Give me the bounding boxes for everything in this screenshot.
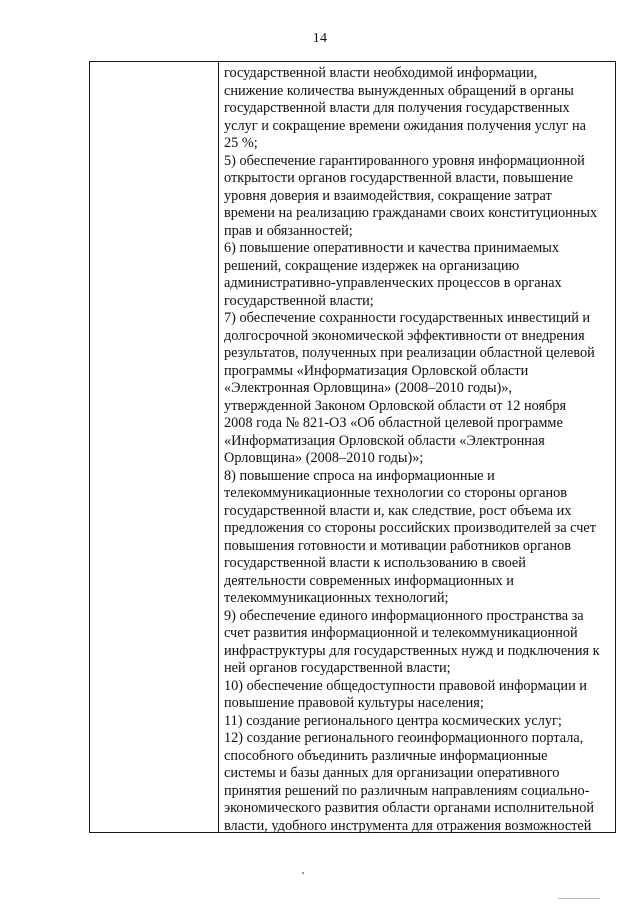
text-line: 9) обеспечение единого информационного пространства за [224,607,584,624]
text-line: программы «Информатизация Орловской области [224,362,529,379]
table-right-cell [224,65,610,835]
scan-artifact-edge [558,898,600,899]
text-line: повышение правовой культуры населения; [224,695,484,711]
text-line: 7) обеспечение сохранности государственных инвестиций и [224,310,591,326]
text-line: 12) создание регионального геоинформационного портала, [224,730,584,746]
text-line: деятельности современных информационных и [224,572,514,589]
text-line: 6) повышение оперативности и качества принимаемых [224,240,559,256]
text-line: государственной власти необходимой информации, [224,65,538,81]
text-line: административно-управленческих процессов в органах [224,275,562,291]
text-line: «Электронная Орловщина» (2008–2010 годы)», [224,380,513,396]
text-line: способного объединить различные информационные [224,747,548,764]
text-line: государственной власти; [224,292,374,309]
text-line: времени на реализацию гражданами своих конституционных [224,205,598,221]
text-line: телекоммуникационных технологий; [224,590,449,606]
text-line: 11) создание регионального центра космических услуг; [224,712,562,729]
text-line: 25 %; [224,135,258,151]
text-line: 5) обеспечение гарантированного уровня информационной [224,152,585,169]
page-number: 14 [312,31,328,46]
text-line: «Информатизация Орловской области «Электронная [224,432,545,449]
text-line: 2008 года № 821-ОЗ «Об областной целевой программе [224,415,563,431]
text-line: государственной власти и, как следствие, рост объема их [224,502,572,519]
text-line: принятия решений по различным направлениям социально- [224,782,590,799]
text-line: экономического развития области органами исполнительной [224,800,595,816]
scan-artifact-dot [302,872,304,874]
text-line: предложения со стороны российских производителей за счет [224,520,596,536]
text-line: снижение количества вынужденных обращений в органы [224,82,574,99]
text-line: прав и обязанностей; [224,222,353,239]
text-line: долгосрочной экономической эффективности от внедрения [224,327,585,344]
text-line: системы и базы данных для организации оперативного [224,765,560,781]
text-line: власти, удобного инструмента для отражения возможностей [224,817,592,834]
text-line: телекоммуникационные технологии со стороны органов [224,485,568,501]
text-line: Орловщина» (2008–2010 годы)»; [224,450,424,466]
text-line: 10) обеспечение общедоступности правовой информации и [224,677,587,694]
table-left-cell [90,62,219,832]
text-line: открытости органов государственной власти, повышение [224,170,573,186]
text-line: утвержденной Законом Орловской области от 12 ноября [224,397,567,414]
text-line: 8) повышение спроса на информационные и [224,467,495,484]
text-line: уровня доверия и взаимодействия, сокращение затрат [224,187,552,204]
text-line: государственной власти для получения государственных [224,100,570,116]
text-line: повышения готовности и мотивации работников органов [224,537,571,554]
text-line: результатов, полученных при реализации областной целевой [224,345,595,361]
text-line: ней органов государственной власти; [224,660,451,676]
text-line: счет развития информационной и телекоммуникационной [224,625,578,641]
text-line: государственной власти к использованию в своей [224,555,526,571]
document-table [89,61,616,833]
text-line: инфраструктуры для государственных нужд и подключения к [224,642,600,659]
text-line: решений, сокращение издержек на организацию [224,257,520,274]
text-line: услуг и сокращение времени ожидания получения услуг на [224,117,586,134]
